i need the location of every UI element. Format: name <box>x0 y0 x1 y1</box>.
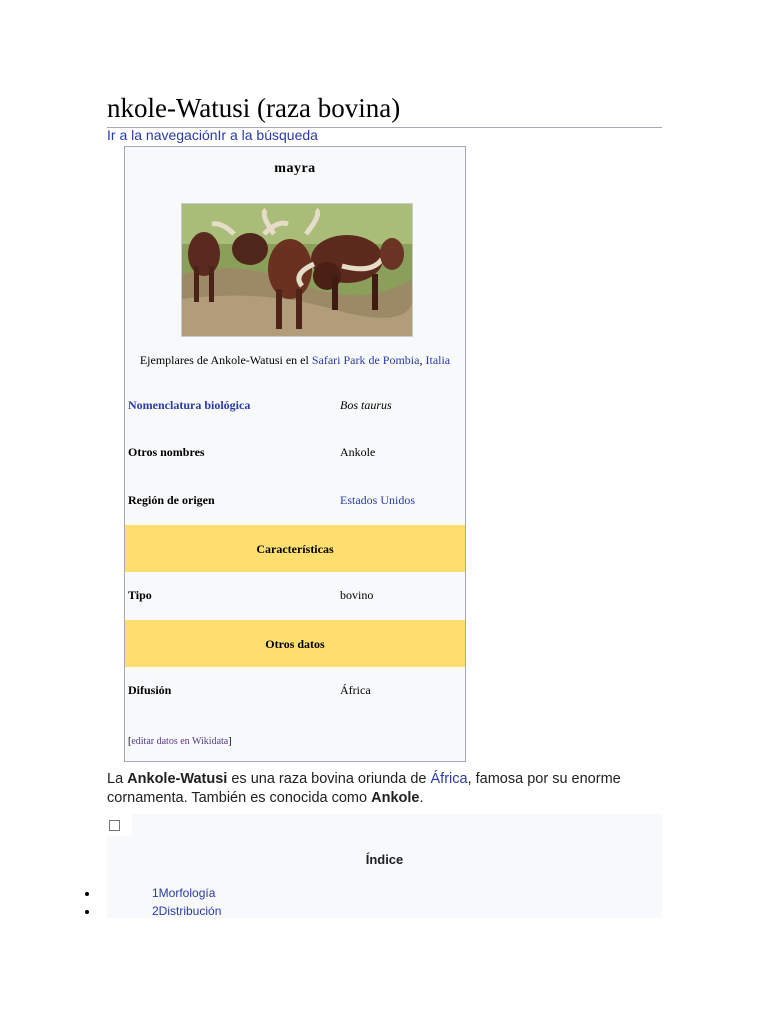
italia-link[interactable]: Italia <box>425 353 451 367</box>
otros-nombres-value: Ankole <box>340 445 376 459</box>
caption-text: Ejemplares de Ankole-Watusi en el <box>139 353 312 367</box>
toc-checkbox[interactable] <box>109 820 120 831</box>
edit-bracket-close: ] <box>228 736 232 747</box>
row-nomenclatura <box>125 383 465 430</box>
goto-search-link[interactable]: Ir a la búsqueda <box>217 127 318 143</box>
infobox-title: mayra <box>274 161 316 176</box>
lead-text: es una raza bovina oriunda de <box>227 771 431 787</box>
caption-separator: , <box>419 353 426 367</box>
photo-caption <box>125 353 465 368</box>
infobox <box>124 146 466 762</box>
nomenclatura-link[interactable]: Nomenclatura biológica <box>128 398 251 412</box>
lead-text: , famosa por su enorme cornamenta. También es conocida como <box>107 771 621 806</box>
difusion-value: África <box>340 683 371 697</box>
edit-bracket-open: [ <box>128 736 132 747</box>
row-otros-nombres <box>125 430 465 477</box>
tipo-label: Tipo <box>128 588 152 602</box>
lead-text: La <box>107 771 128 787</box>
row-tipo <box>125 573 465 620</box>
table-of-contents <box>107 814 662 918</box>
safari-park-link[interactable]: Safari Park de Pombia <box>311 353 420 367</box>
caracteristicas-heading: Características <box>256 542 334 556</box>
toc-toggle[interactable] <box>107 814 132 836</box>
goto-navigation-link[interactable]: Ir a la navegación <box>107 127 218 143</box>
tipo-value: bovino <box>340 588 374 602</box>
lead-bold-alias: Ankole <box>371 790 420 806</box>
otros-nombres-label: Otros nombres <box>128 445 205 459</box>
header-caracteristicas <box>125 525 465 572</box>
otros-datos-heading: Otros datos <box>265 637 325 651</box>
difusion-label: Difusión <box>128 683 172 697</box>
edit-wikidata-link[interactable]: editar datos en Wikidata <box>131 736 229 747</box>
lead-paragraph <box>107 770 667 808</box>
bullet-icon <box>85 892 89 896</box>
nomenclatura-value: Bos taurus <box>340 398 392 412</box>
row-difusion <box>125 668 465 715</box>
lead-text: . <box>419 790 424 806</box>
africa-link[interactable]: África <box>430 771 468 787</box>
header-otros-datos <box>125 620 465 667</box>
page-title: nkole-Watusi (raza bovina) <box>107 90 662 128</box>
toc-item-distribucion[interactable]: 2Distribución <box>152 904 222 918</box>
jump-links <box>107 127 318 143</box>
region-label: Región de origen <box>128 493 215 507</box>
wikidata-edit <box>128 736 232 747</box>
row-region <box>125 478 465 525</box>
lead-bold-name: Ankole-Watusi <box>127 771 228 787</box>
bullet-icon <box>85 910 89 914</box>
toc-title: Índice <box>365 852 404 867</box>
estados-unidos-link[interactable]: Estados Unidos <box>340 493 415 507</box>
cattle-photo[interactable] <box>181 203 413 337</box>
cattle-photo-illustration <box>182 204 412 336</box>
toc-item-morfologia[interactable]: 1Morfología <box>152 886 216 900</box>
